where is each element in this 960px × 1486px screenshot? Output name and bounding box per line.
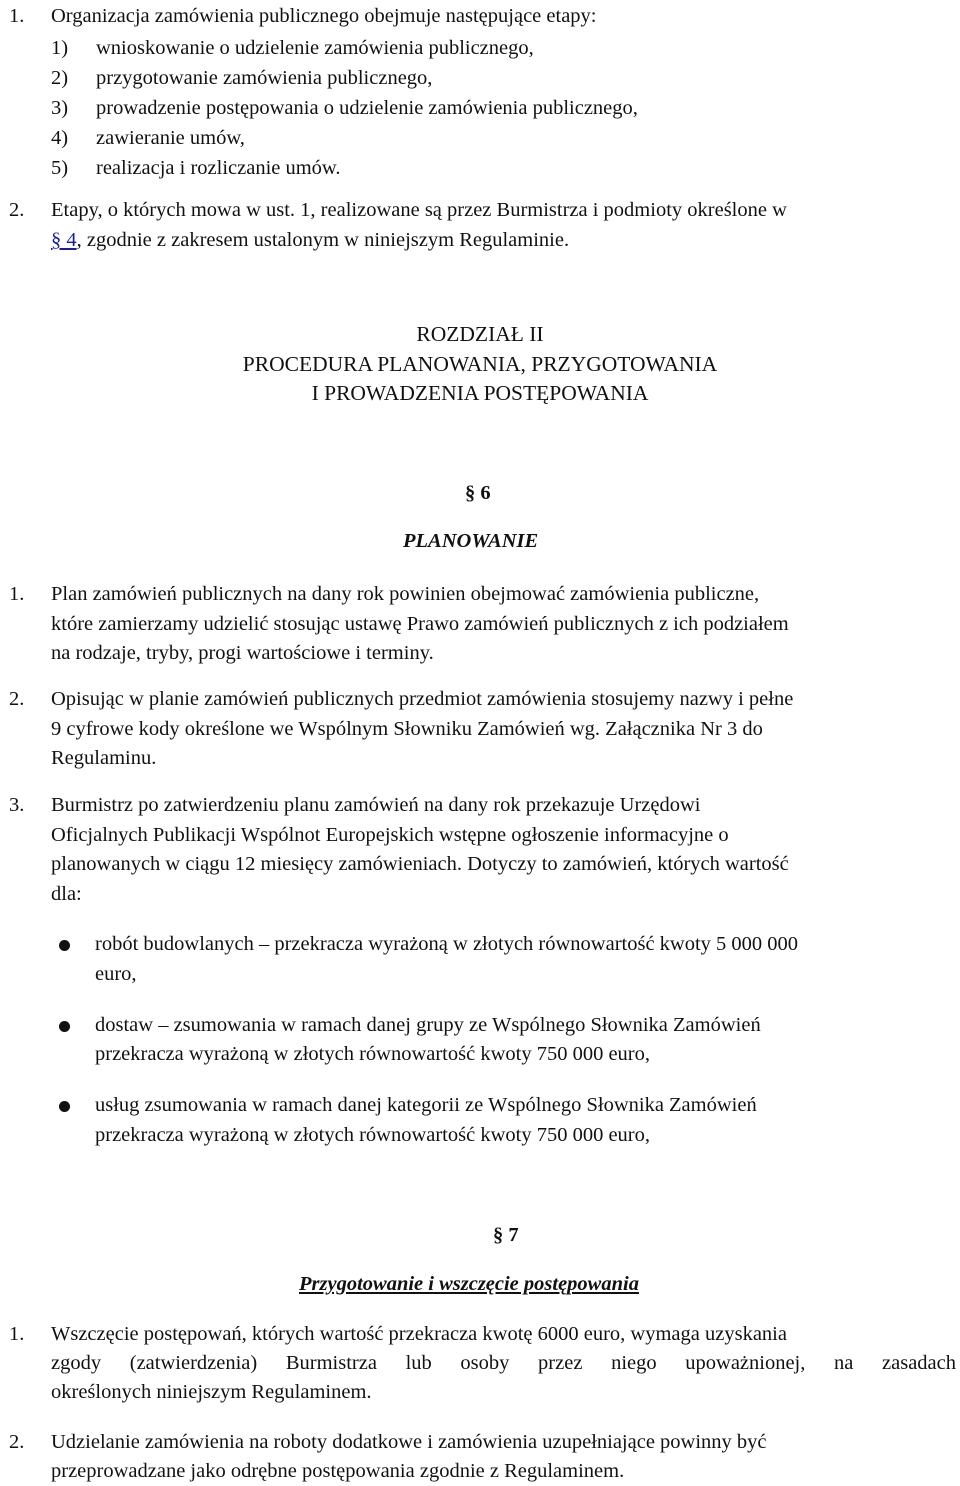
sub-item-text: wnioskowanie o udzielenie zamówienia publicznego, [96, 37, 534, 59]
bullet-1-line-2: euro, [95, 963, 137, 985]
item-1-text: Organizacja zamówienia publicznego obejmuje następujące etapy: [51, 5, 597, 27]
sec7-p1-line-2: zgody (zatwierdzenia) Burmistrza lub osoby przez niego upoważnionej, na zasadach [51, 1352, 956, 1374]
sub-item-number: 1) [51, 37, 69, 59]
sub-item-text: realizacja i rozliczanie umów. [96, 157, 341, 179]
bullet-1-line-1: robót budowlanych – przekracza wyrażoną w złotych równowartość kwoty 5 000 000 [95, 933, 799, 955]
paragraph-4-link[interactable]: § 4 [51, 229, 77, 251]
bullet-icon [59, 1021, 70, 1032]
sec7-p1-line-3: określonych niniejszym Regulaminem. [51, 1381, 372, 1403]
sub-item-number: 5) [51, 157, 69, 179]
sub-item-number: 4) [51, 127, 69, 149]
sub-item-number: 3) [51, 97, 69, 119]
sec6-p1-line-1: Plan zamówień publicznych na dany rok powinien obejmować zamówienia publiczne, [51, 583, 760, 605]
sec6-p1-line-3: na rodzaje, tryby, progi wartościowe i terminy. [51, 642, 434, 664]
sub-item-text: prowadzenie postępowania o udzielenie zamówienia publicznego, [96, 97, 638, 119]
item-2-line-2 [51, 226, 569, 255]
sec6-p3-number: 3. [9, 794, 25, 816]
item-2-line-2-rest: , zgodnie z zakresem ustalonym w niniejszym Regulaminie. [76, 229, 570, 251]
bullet-2-line-1: dostaw – zsumowania w ramach danej grupy ze Wspólnego Słownika Zamówień [95, 1014, 761, 1036]
sec6-p1-number: 1. [9, 583, 25, 605]
sec7-p2-number: 2. [9, 1431, 25, 1453]
sec7-p2-line-2: przeprowadzane jako odrębne postępowania zgodnie z Regulaminem. [51, 1460, 625, 1482]
bullet-2-line-2: przekracza wyrażoną w złotych równowartość kwoty 750 000 euro, [95, 1043, 651, 1065]
chapter-number: ROZDZIAŁ II [416, 322, 544, 346]
sec6-p2-number: 2. [9, 688, 25, 710]
sec6-p2-line-3: Regulaminu. [51, 747, 157, 769]
section-6-mark: § 6 [465, 482, 491, 504]
section-6-title: PLANOWANIE [403, 530, 539, 552]
chapter-title-line-1: PROCEDURA PLANOWANIA, PRZYGOTOWANIA [242, 352, 718, 376]
item-1-number: 1. [9, 5, 25, 27]
sec6-p3-line-2: Oficjalnych Publikacji Wspólnot Europejskich wstępne ogłoszenie informacyjne o [51, 824, 729, 846]
sub-item-text: przygotowanie zamówienia publicznego, [96, 67, 433, 89]
sub-item-number: 2) [51, 67, 69, 89]
bullet-icon [59, 940, 70, 951]
sec6-p3-line-4: dla: [51, 883, 82, 905]
sec6-p2-line-1: Opisując w planie zamówień publicznych przedmiot zamówienia stosujemy nazwy i pełne [51, 688, 794, 710]
sec7-p1-line-1: Wszczęcie postępowań, których wartość przekracza kwotę 6000 euro, wymaga uzyskania [51, 1323, 787, 1345]
sec7-p2-line-1: Udzielanie zamówienia na roboty dodatkowe i zamówienia uzupełniające powinny być [51, 1431, 767, 1453]
section-7-mark: § 7 [493, 1224, 519, 1246]
sub-item-text: zawieranie umów, [96, 127, 245, 149]
sec6-p2-line-2: 9 cyfrowe kody określone we Wspólnym Słowniku Zamówień wg. Załącznika Nr 3 do [51, 718, 763, 740]
sec6-p3-line-3: planowanych w ciągu 12 miesięcy zamówieniach. Dotyczy to zamówień, których wartość [51, 853, 789, 875]
bullet-3-line-2: przekracza wyrażoną w złotych równowartość kwoty 750 000 euro, [95, 1124, 651, 1146]
sec6-p1-line-2: które zamierzamy udzielić stosując ustawę Prawo zamówień publicznych z ich podziałem [51, 613, 789, 635]
sec7-p1-number: 1. [9, 1323, 25, 1345]
bullet-icon [59, 1101, 70, 1112]
item-2-number: 2. [9, 199, 25, 221]
sec6-p3-line-1: Burmistrz po zatwierdzeniu planu zamówień na dany rok przekazuje Urzędowi [51, 794, 701, 816]
section-7-title: Przygotowanie i wszczęcie postępowania [299, 1273, 639, 1295]
chapter-title-line-2: I PROWADZENIA POSTĘPOWANIA [311, 381, 649, 405]
item-2-line-1: Etapy, o których mowa w ust. 1, realizowane są przez Burmistrza i podmioty określone w [51, 199, 787, 221]
bullet-3-line-1: usług zsumowania w ramach danej kategorii ze Wspólnego Słownika Zamówień [95, 1094, 757, 1116]
